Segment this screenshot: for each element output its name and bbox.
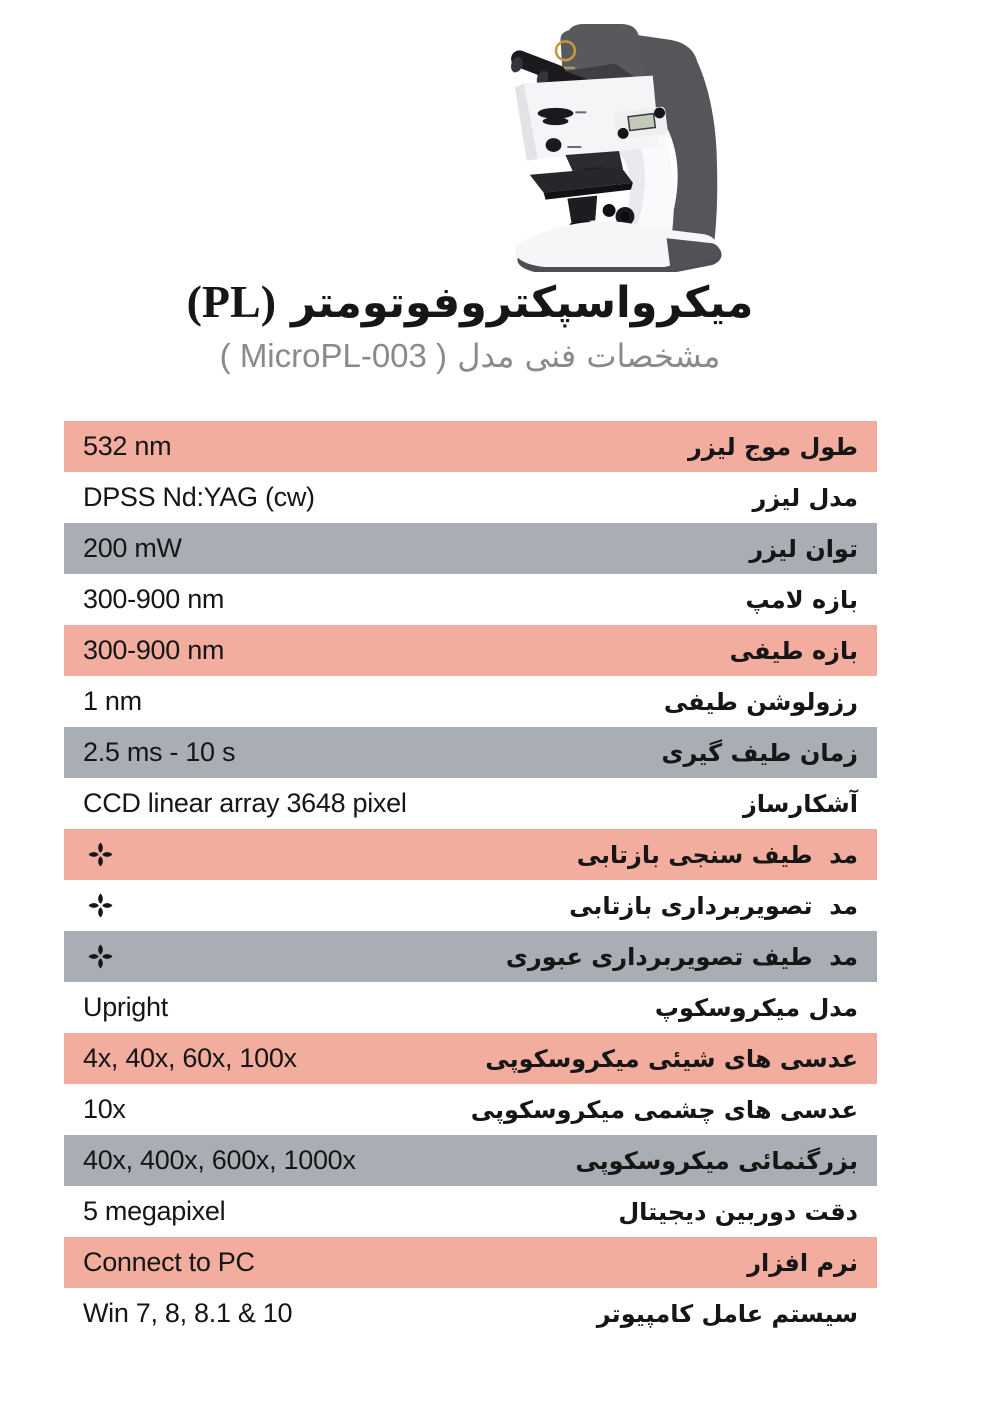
spec-row bbox=[64, 1084, 877, 1135]
spec-row bbox=[64, 1288, 877, 1339]
spec-value-bullet bbox=[83, 891, 115, 920]
title-block bbox=[0, 276, 940, 375]
four-petal-asterisk-icon bbox=[86, 891, 115, 920]
spec-label: عدسی های شیئی میکروسکوپی bbox=[485, 1044, 858, 1073]
microscope-illustration bbox=[502, 24, 738, 272]
spec-row bbox=[64, 625, 877, 676]
spec-value: Win 7, 8, 8.1 & 10 bbox=[83, 1298, 293, 1328]
spec-value: 532 nm bbox=[83, 431, 172, 461]
spec-row bbox=[64, 1135, 877, 1186]
spec-value: Upright bbox=[83, 992, 168, 1022]
four-petal-asterisk-icon bbox=[86, 840, 115, 869]
page-subtitle bbox=[0, 337, 940, 375]
spec-label: مد طیف تصویربرداری عبوری bbox=[505, 942, 858, 971]
page-subtitle-model: ( MicroPL-003 ) bbox=[219, 336, 448, 374]
page-subtitle-fa: مشخصات فنی مدل bbox=[457, 336, 721, 375]
spec-label: مد تصویربرداری بازتابی bbox=[569, 891, 858, 920]
spec-label: طول موج لیزر bbox=[688, 432, 858, 461]
focus-knob bbox=[603, 204, 616, 217]
spec-row bbox=[64, 778, 877, 829]
spec-row bbox=[64, 472, 877, 523]
page-title-fa: میکرواسپکتروفوتومتر bbox=[291, 278, 754, 328]
spec-row bbox=[64, 727, 877, 778]
spec-label: مدل لیزر bbox=[752, 483, 858, 512]
spec-row bbox=[64, 931, 877, 982]
spec-value-bullet bbox=[83, 942, 115, 971]
spec-label: بازه طیفی bbox=[729, 636, 858, 665]
spec-row bbox=[64, 982, 877, 1033]
spec-value-bullet bbox=[83, 840, 115, 869]
spec-row bbox=[64, 676, 877, 727]
spec-table bbox=[64, 421, 877, 1339]
spec-row bbox=[64, 574, 877, 625]
four-petal-asterisk-icon bbox=[86, 942, 115, 971]
spec-row bbox=[64, 880, 877, 931]
spec-label: توان لیزر bbox=[749, 534, 858, 563]
spec-row bbox=[64, 1186, 877, 1237]
spec-label: سیستم عامل کامپیوتر bbox=[596, 1299, 858, 1328]
spec-row bbox=[64, 1237, 877, 1288]
spec-value: DPSS Nd:YAG (cw) bbox=[83, 482, 315, 512]
spec-label: مد طیف سنجی بازتابی bbox=[576, 840, 858, 869]
spec-value: Connect to PC bbox=[83, 1247, 255, 1277]
spec-row bbox=[64, 421, 877, 472]
spec-label: زمان طیف گیری bbox=[661, 738, 858, 767]
spec-row bbox=[64, 523, 877, 574]
spec-value: 200 mW bbox=[83, 533, 182, 563]
page-title bbox=[0, 276, 940, 329]
spec-value: 5 megapixel bbox=[83, 1196, 226, 1226]
spec-value: 300-900 nm bbox=[83, 635, 225, 665]
spec-label: عدسی های چشمی میکروسکوپی bbox=[470, 1095, 858, 1124]
spec-value: 2.5 ms - 10 s bbox=[83, 737, 236, 767]
page-title-model-code: (PL) bbox=[186, 276, 277, 327]
spec-label: رزولوشن طیفی bbox=[663, 687, 858, 716]
spec-row bbox=[64, 1033, 877, 1084]
spec-label: بزرگنمائی میکروسکوپی bbox=[575, 1146, 858, 1175]
spec-value: 300-900 nm bbox=[83, 584, 225, 614]
spec-label: مدل میکروسکوپ bbox=[654, 993, 858, 1022]
spec-value: CCD linear array 3648 pixel bbox=[83, 788, 407, 818]
spec-value: 4x, 40x, 60x, 100x bbox=[83, 1043, 297, 1073]
spec-value: 10x bbox=[83, 1094, 126, 1124]
spec-label: بازه لامپ bbox=[745, 585, 858, 614]
spec-label: دقت دوربین دیجیتال bbox=[618, 1197, 858, 1226]
spec-label: نرم افزار bbox=[747, 1248, 858, 1277]
spec-label: آشکارساز bbox=[742, 789, 858, 818]
spec-value: 1 nm bbox=[83, 686, 142, 716]
spec-value: 40x, 400x, 600x, 1000x bbox=[83, 1145, 356, 1175]
spec-row bbox=[64, 829, 877, 880]
